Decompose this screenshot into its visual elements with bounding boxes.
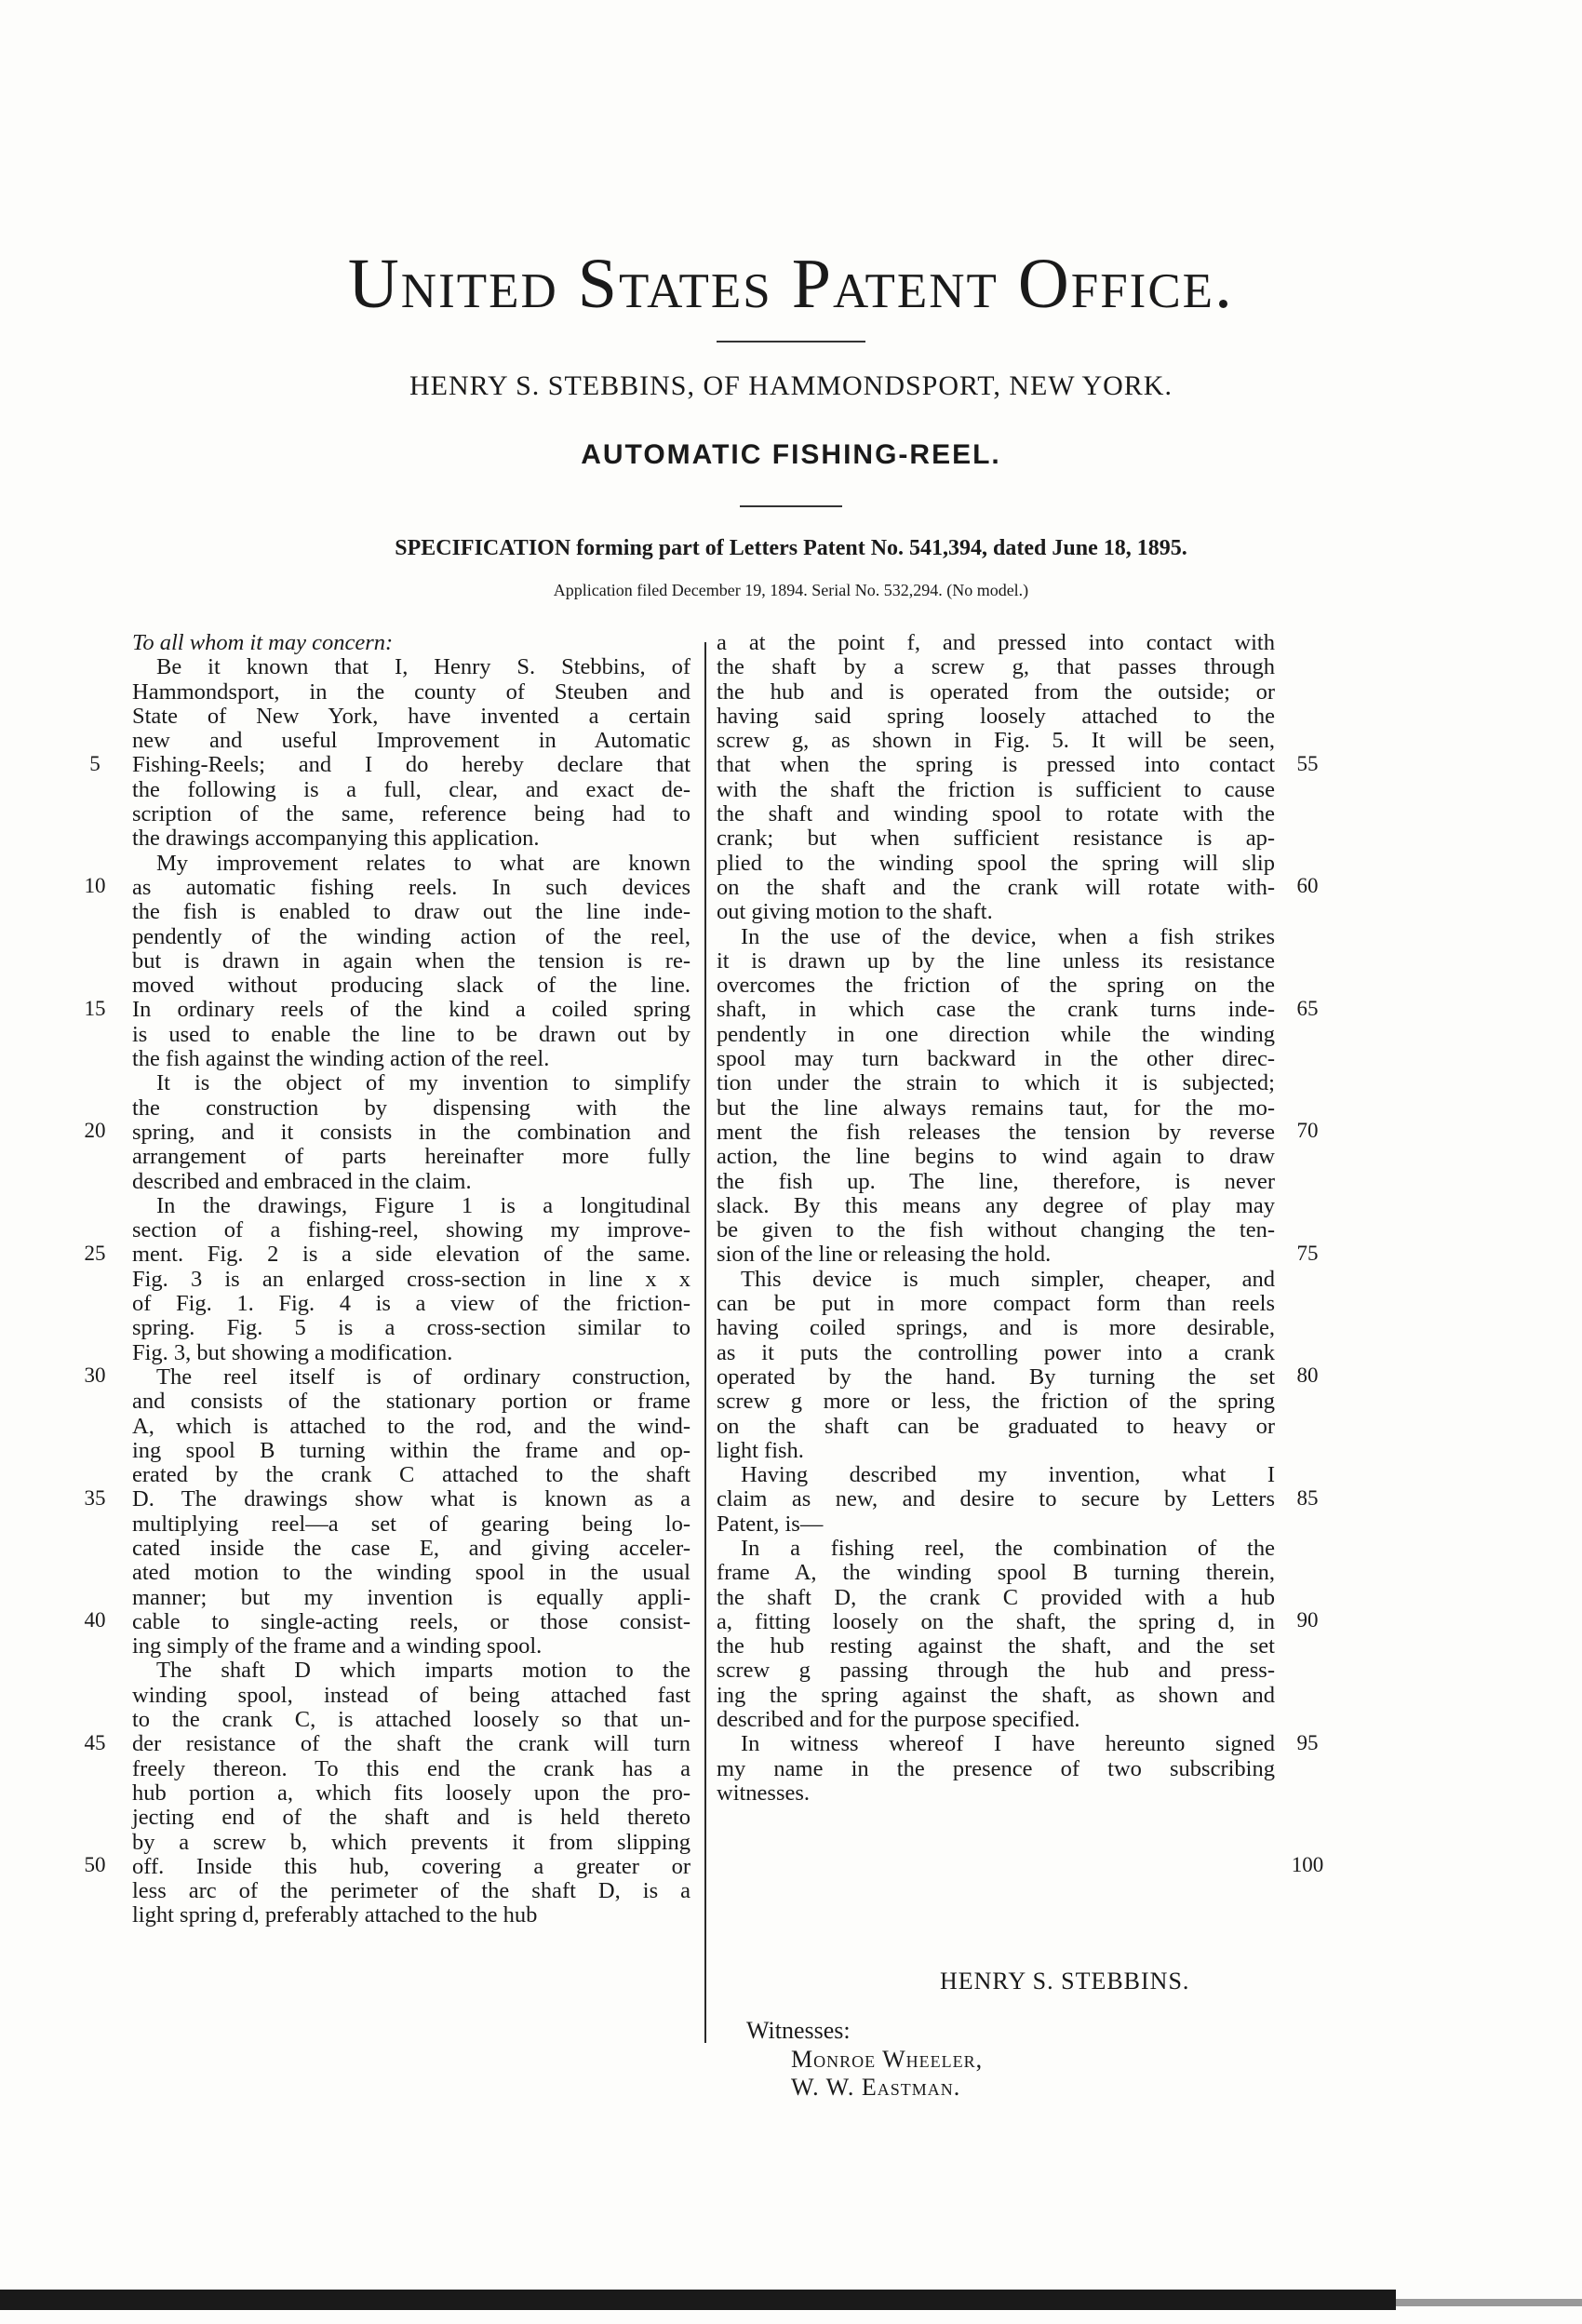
text-line: action, the line begins to wind again to draw xyxy=(717,1144,1275,1170)
text-line: is used to enable the line to be drawn out by xyxy=(132,1021,690,1047)
line-number: 85 xyxy=(1296,1485,1319,1510)
witness-name: W. W. Eastman. xyxy=(791,2074,961,2101)
text-line: but is drawn in again when the tension is re- xyxy=(132,947,690,974)
text-line: Patent, is— xyxy=(717,1511,824,1537)
line-number: 55 xyxy=(1296,751,1319,775)
text-line: section of a fishing-reel, showing my improve- xyxy=(132,1217,690,1243)
text-line: slack. By this means any degree of play may xyxy=(717,1192,1275,1218)
text-line: having coiled springs, and is more desirable, xyxy=(717,1315,1275,1341)
line-number: 100 xyxy=(1291,1853,1324,1876)
text-line: the fish is enabled to draw out the line inde- xyxy=(132,899,690,925)
text-line: multiplying reel—a set of gearing being lo- xyxy=(132,1511,690,1537)
text-line: ment the fish releases the tension by reverse xyxy=(717,1119,1275,1145)
text-line: the shaft by a screw g, that passes through xyxy=(717,654,1275,680)
scan-edge xyxy=(1396,2299,1582,2306)
right-column xyxy=(717,631,1275,1806)
text-line: My improvement relates to what are known xyxy=(156,850,690,876)
text-line: operated by the hand. By turning the set xyxy=(717,1364,1275,1390)
text-line: screw g more or less, the friction of the spring xyxy=(717,1389,1275,1415)
text-line: The reel itself is of ordinary construction, xyxy=(156,1364,690,1390)
line-number: 75 xyxy=(1296,1241,1319,1265)
line-number: 15 xyxy=(84,996,106,1020)
text-line: tion under the strain to which it is subjected; xyxy=(717,1070,1275,1096)
text-line: it is drawn up by the line unless its resistance xyxy=(717,947,1275,974)
text-line: the shaft D, the crank C provided with a hub xyxy=(717,1584,1275,1610)
text-line: having said spring loosely attached to the xyxy=(717,703,1275,729)
left-column xyxy=(132,631,690,1928)
line-number: 45 xyxy=(84,1730,106,1754)
line-number: 40 xyxy=(84,1608,106,1632)
line-number: 20 xyxy=(84,1119,106,1142)
text-line: screw g, as shown in Fig. 5. It will be seen, xyxy=(717,728,1275,754)
line-number: 25 xyxy=(84,1241,106,1265)
text-line: Hammondsport, in the county of Steuben and xyxy=(132,678,690,705)
text-line: freely thereon. To this end the crank has a xyxy=(132,1755,690,1781)
text-line: less arc of the perimeter of the shaft D, is a xyxy=(132,1878,690,1904)
text-line: a, fitting loosely on the shaft, the spring d, in xyxy=(717,1608,1275,1634)
text-line: It is the object of my invention to simplify xyxy=(156,1070,690,1096)
text-line: In the drawings, Figure 1 is a longitudinal xyxy=(156,1192,690,1218)
text-line: my name in the presence of two subscribing xyxy=(717,1755,1275,1781)
line-number: 95 xyxy=(1296,1730,1319,1754)
text-line: cable to single-acting reels, or those consist- xyxy=(132,1608,690,1634)
text-line: that when the spring is pressed into contact xyxy=(717,752,1275,778)
text-line: as automatic fishing reels. In such devices xyxy=(132,874,690,900)
text-line: ing spool B turning within the frame and op- xyxy=(132,1437,690,1463)
line-number: 60 xyxy=(1296,874,1319,897)
text-line: The shaft D which imparts motion to the xyxy=(156,1658,690,1684)
text-line: In ordinary reels of the kind a coiled spring xyxy=(132,997,690,1023)
text-line: winding spool, instead of being attached fast xyxy=(132,1682,690,1708)
text-line: the construction by dispensing with the xyxy=(132,1095,690,1121)
text-line: the drawings accompanying this application. xyxy=(132,826,540,852)
line-number: 50 xyxy=(84,1853,106,1876)
text-line: State of New York, have invented a certain xyxy=(132,703,690,729)
text-line: by a screw b, which prevents it from slipping xyxy=(132,1829,690,1855)
text-line: Fig. 3, but showing a modification. xyxy=(132,1339,453,1365)
text-line: new and useful Improvement in Automatic xyxy=(132,728,690,754)
line-number: 5 xyxy=(89,751,101,775)
text-line: Fig. 3 is an enlarged cross-section in line x x xyxy=(132,1266,690,1292)
text-line: witnesses. xyxy=(717,1780,811,1806)
text-line: the hub resting against the shaft, and the set xyxy=(717,1633,1275,1659)
text-line: screw g passing through the hub and press- xyxy=(717,1658,1275,1684)
line-number: 65 xyxy=(1296,996,1319,1020)
text-line: ated motion to the winding spool in the usual xyxy=(132,1560,690,1586)
scan-edge xyxy=(0,2290,1396,2310)
text-line: spool may turn backward in the other direc- xyxy=(717,1046,1275,1072)
text-line: arrangement of parts hereinafter more fully xyxy=(132,1144,690,1170)
invention-title: AUTOMATIC FISHING-REEL. xyxy=(581,439,1001,470)
text-line: moved without producing slack of the line. xyxy=(132,973,690,999)
text-line: described and embraced in the claim. xyxy=(132,1168,472,1194)
witness-name: Monroe Wheeler, xyxy=(791,2046,984,2073)
text-line: This device is much simpler, cheaper, and xyxy=(741,1266,1275,1292)
text-line: frame A, the winding spool B turning therein, xyxy=(717,1560,1275,1586)
text-line: sion of the line or releasing the hold. xyxy=(717,1242,1052,1268)
office-title: United States Patent Office. xyxy=(347,245,1235,323)
text-line: scription of the same, reference being had to xyxy=(132,801,690,827)
text-line: ment. Fig. 2 is a side elevation of the same. xyxy=(132,1242,690,1268)
line-number: 10 xyxy=(84,874,106,897)
text-line: on the shaft can be graduated to heavy or xyxy=(717,1413,1275,1439)
text-line: spring. Fig. 5 is a cross-section similar to xyxy=(132,1315,690,1341)
text-line: pendently in one direction while the winding xyxy=(717,1021,1275,1047)
text-line: on the shaft and the crank will rotate with- xyxy=(717,874,1275,900)
line-number: 90 xyxy=(1296,1608,1319,1632)
text-line: to the crank C, is attached loosely so that un- xyxy=(132,1707,690,1733)
text-line: erated by the crank C attached to the shaft xyxy=(132,1462,690,1488)
text-line: Fishing-Reels; and I do hereby declare that xyxy=(132,752,690,778)
witnesses-label: Witnesses: xyxy=(746,2017,851,2044)
text-line: In a fishing reel, the combination of the xyxy=(741,1535,1275,1561)
text-line: with the shaft the friction is sufficient to cause xyxy=(717,776,1275,802)
application-line: Application filed December 19, 1894. Serial No. 532,294. (No model.) xyxy=(553,581,1029,599)
text-line: crank; but when sufficient resistance is ap- xyxy=(717,826,1275,852)
text-line: cated inside the case E, and giving acceler- xyxy=(132,1535,690,1561)
text-line: a at the point f, and pressed into contact with xyxy=(717,630,1275,655)
text-line: Having described my invention, what I xyxy=(741,1462,1275,1488)
text-line: In witness whereof I have hereunto signed xyxy=(741,1731,1275,1757)
text-line: In the use of the device, when a fish strikes xyxy=(741,923,1275,949)
text-line: light spring d, preferably attached to the hub xyxy=(132,1902,538,1928)
text-line: spring, and it consists in the combination and xyxy=(132,1119,690,1145)
text-line: the fish up. The line, therefore, is never xyxy=(717,1168,1275,1194)
text-line: can be put in more compact form than reels xyxy=(717,1291,1275,1317)
specification-line: SPECIFICATION forming part of Letters Patent No. 541,394, dated June 18, 1895. xyxy=(395,536,1187,560)
text-line: off. Inside this hub, covering a greater or xyxy=(132,1853,690,1879)
text-line: overcomes the friction of the spring on the xyxy=(717,973,1275,999)
text-line: but the line always remains taut, for the mo- xyxy=(717,1095,1275,1121)
text-line: the shaft and winding spool to rotate with the xyxy=(717,801,1275,827)
text-line: the hub and is operated from the outside; or xyxy=(717,678,1275,705)
line-number: 35 xyxy=(84,1485,106,1510)
text-line: ing the spring against the shaft, as shown and xyxy=(717,1682,1275,1708)
invention-rule xyxy=(740,505,842,507)
text-line: the fish against the winding action of the reel. xyxy=(132,1046,550,1072)
title-rule xyxy=(717,341,865,343)
text-line: be given to the fish without changing the ten- xyxy=(717,1217,1275,1243)
column-divider xyxy=(704,642,706,2043)
text-line: out giving motion to the shaft. xyxy=(717,899,993,925)
signer-name: HENRY S. STEBBINS. xyxy=(940,1968,1190,1995)
text-line: pendently of the winding action of the reel, xyxy=(132,923,690,949)
text-line: described and for the purpose specified. xyxy=(717,1707,1080,1733)
text-line: A, which is attached to the rod, and the wind- xyxy=(132,1413,690,1439)
text-line: plied to the winding spool the spring will slip xyxy=(717,850,1275,876)
text-line: hub portion a, which fits loosely upon the pro- xyxy=(132,1780,690,1806)
text-line: as it puts the controlling power into a crank xyxy=(717,1339,1275,1365)
text-line: the following is a full, clear, and exact de- xyxy=(132,776,690,802)
text-line: To all whom it may concern: xyxy=(132,630,394,655)
line-number: 80 xyxy=(1296,1364,1319,1387)
text-line: der resistance of the shaft the crank will turn xyxy=(132,1731,690,1757)
text-line: and consists of the stationary portion or frame xyxy=(132,1389,690,1415)
text-line: ing simply of the frame and a winding spool. xyxy=(132,1633,543,1659)
text-line: Be it known that I, Henry S. Stebbins, of xyxy=(156,654,690,680)
text-line: of Fig. 1. Fig. 4 is a view of the friction- xyxy=(132,1291,690,1317)
line-number: 70 xyxy=(1296,1119,1319,1142)
line-number: 30 xyxy=(84,1364,106,1387)
inventor-line: HENRY S. STEBBINS, OF HAMMONDSPORT, NEW YORK. xyxy=(409,370,1173,401)
text-line: claim as new, and desire to secure by Letters xyxy=(717,1486,1275,1512)
text-line: light fish. xyxy=(717,1437,804,1463)
text-line: manner; but my invention is equally appli- xyxy=(132,1584,690,1610)
text-line: shaft, in which case the crank turns inde- xyxy=(717,997,1275,1023)
text-line: D. The drawings show what is known as a xyxy=(132,1486,690,1512)
text-line: jecting end of the shaft and is held thereto xyxy=(132,1805,690,1831)
